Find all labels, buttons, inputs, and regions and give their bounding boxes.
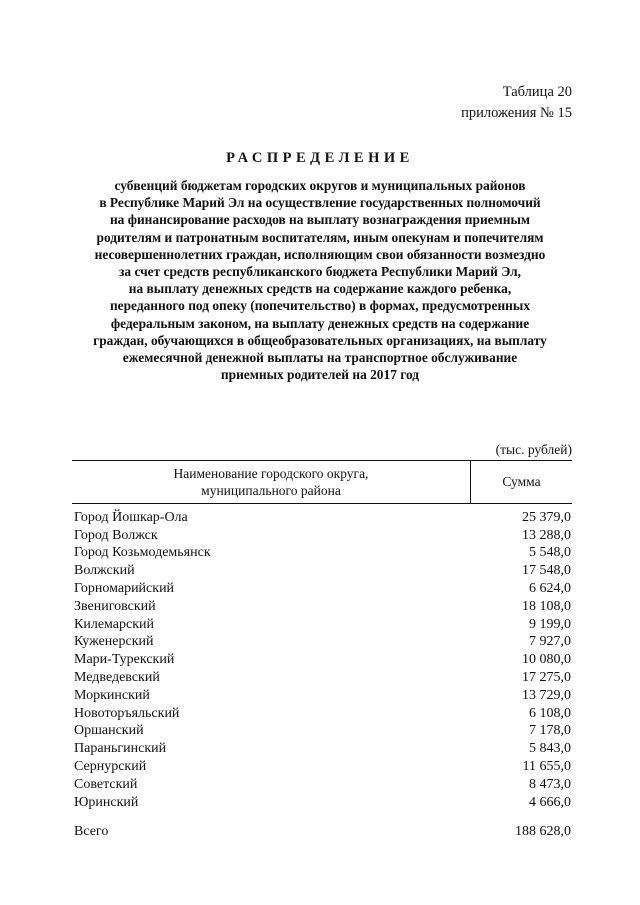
row-sum: 18 108,0 [522,598,571,614]
row-sum: 25 379,0 [522,509,571,525]
table-row [72,509,572,527]
row-sum: 13 288,0 [522,527,571,543]
row-name: Моркинский [74,687,150,703]
table-row [72,776,572,794]
table-row [72,723,572,741]
row-name: Горномарийский [74,581,175,597]
row-sum: 7 178,0 [529,723,571,739]
row-name: Параньгинский [74,741,167,757]
subtitle-line: родителям и патронатным воспитателям, иным опекунам и попечителям [96,229,544,245]
table-row [72,562,572,580]
total-sum: 188 628,0 [515,823,571,839]
document-subtitle [70,177,570,383]
subtitle-line: за счет средств республиканского бюджета Республики Марий Эл, [119,264,521,280]
table-reference [461,82,572,124]
table-row [72,740,572,758]
subtitle-line: субвенций бюджетам городских округов и муниципальных районов [114,178,526,193]
row-name: Советский [74,776,138,792]
units-label: (тыс. рублей) [495,442,572,457]
table-total-row [72,824,572,840]
subtitle-line: на финансирование расходов на выплату вознаграждения приемным [109,212,531,228]
row-sum: 17 548,0 [522,563,571,579]
table-row [72,687,572,705]
table-number: Таблица 20 [502,84,572,100]
column-header-name [72,461,471,503]
row-name: Город Волжск [74,527,158,543]
table-row [72,580,572,598]
row-name: Звениговский [74,598,156,614]
column-header-name-line: Наименование городского округа, [173,466,369,481]
row-name: Город Йошкар-Ола [74,509,188,525]
column-header-sum: Сумма [502,474,541,489]
table-row [72,545,572,563]
table-header [72,460,572,504]
distribution-table [72,460,572,840]
subtitle-line: федеральным законом, на выплату денежных средств на содержание [110,315,530,331]
column-header-name-line: муниципального района [201,483,341,498]
subtitle-line: граждан, обучающихся в общеобразовательных организациях, на выплату [93,332,547,348]
row-name: Килемарский [74,616,155,632]
subtitle-line: несовершеннолетних граждан, исполняющим свои обязанности возмездно [94,246,546,262]
row-sum: 6 108,0 [529,705,571,721]
row-name: Оршанский [74,723,144,739]
row-sum: 5 843,0 [529,741,571,757]
table-row [72,598,572,616]
row-name: Город Козьмодемьянск [74,545,211,561]
row-name: Куженерский [74,634,154,650]
row-sum: 6 624,0 [529,581,571,597]
row-name: Новоторъяльский [74,705,180,721]
table-row [72,794,572,812]
row-name: Сернурский [74,759,147,775]
table-body [72,509,572,812]
total-label: Всего [74,823,109,839]
subtitle-line: в Республике Марий Эл на осуществление государственных полномочий [99,195,541,211]
row-sum: 4 666,0 [529,794,571,810]
row-sum: 11 655,0 [522,759,571,775]
table-row [72,616,572,634]
table-row [72,651,572,669]
row-name: Медведевский [74,670,160,686]
row-sum: 7 927,0 [529,634,571,650]
document-title: РАСПРЕДЕЛЕНИЕ [226,150,414,166]
table-row [72,527,572,545]
subtitle-line: ежемесячной денежной выплаты на транспортное обслуживание [122,350,518,366]
table-row [72,669,572,687]
appendix-number: приложения № 15 [461,105,572,121]
row-name: Юринский [74,794,139,810]
subtitle-line: на выплату денежных средств на содержание каждого ребенка, [128,281,512,297]
subtitle-line: приемных родителей на 2017 год [220,367,420,383]
row-sum: 8 473,0 [529,776,571,792]
row-sum: 13 729,0 [522,687,571,703]
row-sum: 10 080,0 [522,652,571,668]
subtitle-line: переданного под опеку (попечительство) в формах, предусмотренных [109,298,531,314]
row-name: Мари-Турекский [74,652,175,668]
row-sum: 9 199,0 [529,616,571,632]
row-sum: 17 275,0 [522,670,571,686]
row-sum: 5 548,0 [529,545,571,561]
table-row [72,634,572,652]
table-row [72,705,572,723]
table-row [72,758,572,776]
row-name: Волжский [74,563,135,579]
